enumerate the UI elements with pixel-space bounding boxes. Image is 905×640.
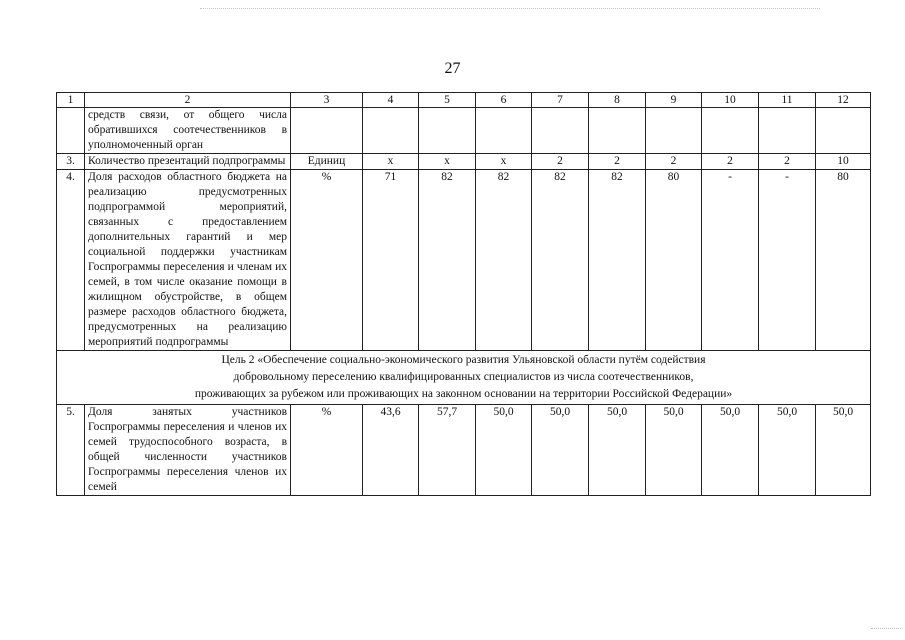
indicator-name: Количество презентаций подпрограммы — [85, 154, 291, 170]
value-cell: 82 — [532, 170, 589, 351]
column-header: 5 — [419, 93, 476, 108]
value-cell — [476, 108, 532, 154]
row-number: 5. — [57, 405, 85, 496]
column-header: 1 — [57, 93, 85, 108]
value-cell: 50,0 — [589, 405, 646, 496]
column-header: 12 — [816, 93, 871, 108]
value-cell — [419, 108, 476, 154]
unit-cell — [291, 108, 363, 154]
goal-line: проживающих за рубежом или проживающих на законном основании на территории Российской Федерации» — [194, 388, 733, 400]
value-cell: 50,0 — [476, 405, 532, 496]
value-cell — [646, 108, 702, 154]
table-row — [57, 108, 871, 154]
table-row — [57, 154, 871, 170]
value-cell: 50,0 — [759, 405, 816, 496]
page-number: 27 — [444, 60, 461, 77]
row-number — [57, 108, 85, 154]
value-cell: 2 — [646, 154, 702, 170]
column-header: 7 — [532, 93, 589, 108]
unit-cell: % — [291, 405, 363, 496]
indicator-name: Доля расходов областного бюджета на реализацию предусмотренных подпрограммой мероприятий, связанных с предоставлением дополнительных гарантий и мер социальной поддержки участникам Госпрограммы переселения и членам их семей, в том числе оказание помощи в жилищном обустройстве, в общем размере расходов областного бюджета, предусмотренных на реализацию мероприятий подпрограммы — [85, 170, 291, 351]
value-cell: 80 — [646, 170, 702, 351]
value-cell: 50,0 — [532, 405, 589, 496]
goal-heading — [57, 351, 871, 405]
row-number: 4. — [57, 170, 85, 351]
value-cell: 10 — [816, 154, 871, 170]
value-cell: 2 — [589, 154, 646, 170]
value-cell: 50,0 — [702, 405, 759, 496]
value-cell: 80 — [816, 170, 871, 351]
value-cell: 50,0 — [816, 405, 871, 496]
value-cell: 2 — [532, 154, 589, 170]
value-cell — [589, 108, 646, 154]
table-row — [57, 170, 871, 351]
column-header: 8 — [589, 93, 646, 108]
value-cell: х — [363, 154, 419, 170]
value-cell: 82 — [419, 170, 476, 351]
goal-row — [57, 351, 871, 405]
column-header: 3 — [291, 93, 363, 108]
value-cell: - — [759, 170, 816, 351]
value-cell — [816, 108, 871, 154]
value-cell: 43,6 — [363, 405, 419, 496]
column-header: 2 — [85, 93, 291, 108]
column-header: 4 — [363, 93, 419, 108]
value-cell: 2 — [702, 154, 759, 170]
value-cell: 82 — [589, 170, 646, 351]
value-cell: 50,0 — [646, 405, 702, 496]
value-cell: 57,7 — [419, 405, 476, 496]
value-cell — [532, 108, 589, 154]
value-cell: 82 — [476, 170, 532, 351]
column-header: 11 — [759, 93, 816, 108]
column-header: 6 — [476, 93, 532, 108]
value-cell: 2 — [759, 154, 816, 170]
unit-cell: Единиц — [291, 154, 363, 170]
value-cell: 71 — [363, 170, 419, 351]
value-cell: х — [419, 154, 476, 170]
column-header: 10 — [702, 93, 759, 108]
column-number-row — [57, 93, 871, 108]
goal-line: Цель 2 «Обеспечение социально-экономического развития Ульяновской области путём содействия — [221, 354, 706, 366]
value-cell — [759, 108, 816, 154]
scan-artifact — [871, 628, 901, 630]
indicators-table — [56, 92, 871, 496]
value-cell: х — [476, 154, 532, 170]
indicator-name: Доля занятых участников Госпрограммы переселения и членов их семей трудоспособного возраста, в общей численности участников Госпрограммы переселения членов их семей — [85, 405, 291, 496]
row-number: 3. — [57, 154, 85, 170]
scan-artifact — [200, 8, 820, 10]
column-header: 9 — [646, 93, 702, 108]
value-cell — [702, 108, 759, 154]
table-row — [57, 405, 871, 496]
goal-line: добровольному переселению квалифицированных специалистов из числа соотечественников, — [233, 371, 694, 383]
value-cell: - — [702, 170, 759, 351]
indicator-name: средств связи, от общего числа обратившихся соотечественников в уполномоченный орган — [85, 108, 291, 154]
unit-cell: % — [291, 170, 363, 351]
value-cell — [363, 108, 419, 154]
